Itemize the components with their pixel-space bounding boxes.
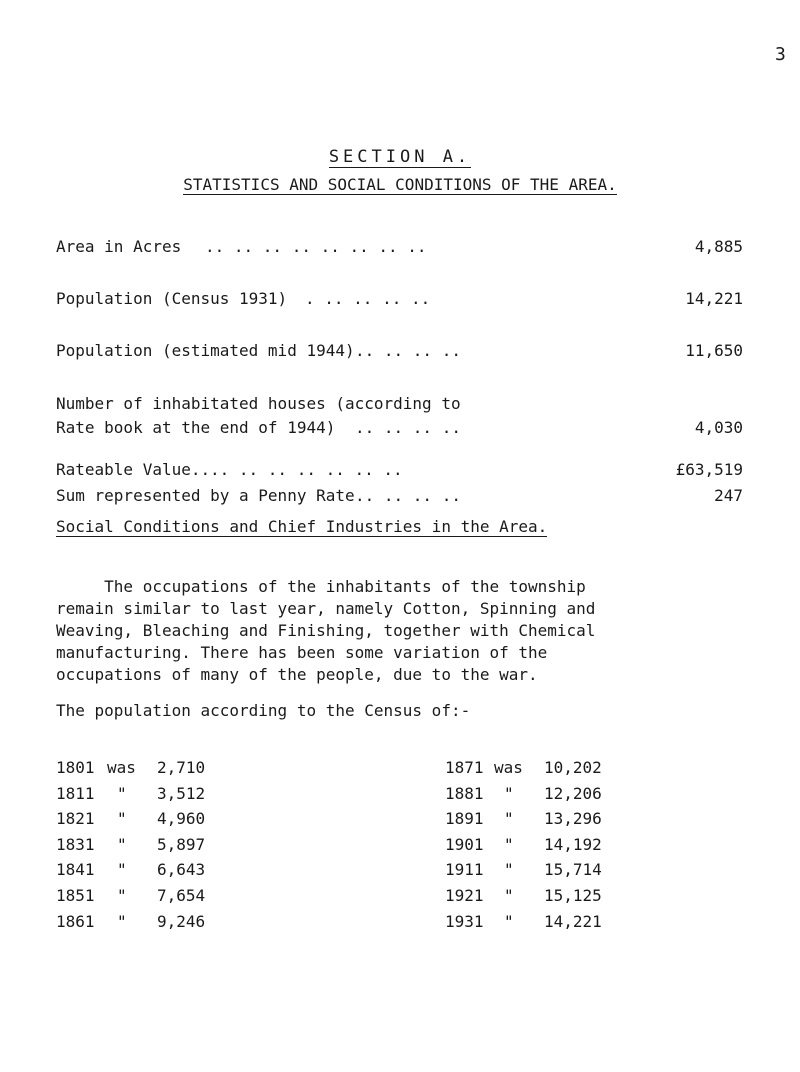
paragraph-line: Weaving, Bleaching and Finishing, together with Chemical [56,621,596,640]
census-year: 1881 [445,783,484,803]
stat-penny-rate-dots: .. .. .. .. [355,486,461,505]
census-year: 1901 [445,834,484,854]
stat-population-estimated-value: 11,650 [685,341,743,360]
census-year: 1851 [56,886,95,905]
paragraph-line: occupations of many of the people, due to the war. [56,665,538,684]
census-was: was [107,758,136,777]
paragraph-line: The occupations of the inhabitants of the township [56,577,586,596]
section-title: SECTION A. [328,147,472,167]
page-number: 3 [775,44,786,65]
census-year: 1821 [56,809,95,829]
census-ditto: " [117,809,127,829]
census-value: 7,654 [157,886,206,905]
census-ditto: " [504,886,514,905]
stat-area-label: Area in Acres [56,237,182,256]
stat-penny-rate-value: 247 [714,486,743,505]
stat-rateable-value: £63,519 [675,460,743,479]
census-value: 14,192 [544,834,602,854]
stat-population-census-dots: . .. .. .. .. [305,289,431,308]
social-conditions-heading: Social Conditions and Chief Industries in the Area. [56,517,548,536]
stat-houses-dots: .. .. .. .. [355,418,461,437]
census-intro: The population according to the Census of:- [56,701,471,720]
stat-houses-value: 4,030 [694,418,743,437]
stat-area-dots: .. .. .. .. .. .. .. .. [205,237,427,256]
census-value: 9,246 [157,911,206,931]
census-year: 1911 [445,860,484,880]
census-year: 1861 [56,911,95,931]
census-value: 4,960 [157,809,206,829]
census-ditto: " [117,860,127,880]
census-ditto: " [117,886,127,905]
stat-population-census-value: 14,221 [685,289,743,308]
census-value: 6,643 [157,860,206,880]
census-ditto: " [117,911,127,931]
stat-houses-label: Rate book at the end of 1944) [56,418,336,437]
stat-rateable-dots: .. .. .. .. .. .. .. [210,460,403,479]
census-year: 1831 [56,834,95,854]
census-year: 1841 [56,860,95,880]
census-value: 3,512 [157,783,206,803]
census-year: 1801 [56,758,95,777]
census-year: 1921 [445,886,484,905]
stat-rateable-label: Rateable Value.. [56,460,211,479]
census-year: 1871 [445,758,484,777]
census-ditto: " [504,834,514,854]
census-ditto: " [504,911,514,931]
occupations-paragraph [56,576,756,686]
census-value: 5,897 [157,834,206,854]
census-ditto: " [504,783,514,803]
stat-population-estimated-dots: .. .. .. .. [355,341,461,360]
paragraph-line: remain similar to last year, namely Cotton, Spinning and [56,599,596,618]
stat-area-value: 4,885 [694,237,743,256]
stat-houses-label-line1: Number of inhabitated houses (according to [56,394,461,413]
census-year: 1931 [445,911,484,931]
census-value: 15,714 [544,860,602,880]
census-year: 1811 [56,783,95,803]
stat-penny-rate-label: Sum represented by a Penny Rate [56,486,355,505]
census-value: 15,125 [544,886,602,905]
census-value: 10,202 [544,758,602,777]
census-value: 12,206 [544,783,602,803]
census-value: 14,221 [544,911,602,931]
stat-population-estimated-label: Population (estimated mid 1944) [56,341,355,360]
stat-population-census-label: Population (Census 1931) [56,289,288,308]
census-ditto: " [117,783,127,803]
census-ditto: " [504,860,514,880]
census-value: 2,710 [157,758,206,777]
section-subtitle: STATISTICS AND SOCIAL CONDITIONS OF THE AREA. [183,175,617,194]
census-ditto: " [504,809,514,829]
paragraph-line: manufacturing. There has been some variation of the [56,643,548,662]
census-year: 1891 [445,809,484,829]
census-ditto: " [117,834,127,854]
census-value: 13,296 [544,809,602,829]
census-was: was [494,758,523,777]
